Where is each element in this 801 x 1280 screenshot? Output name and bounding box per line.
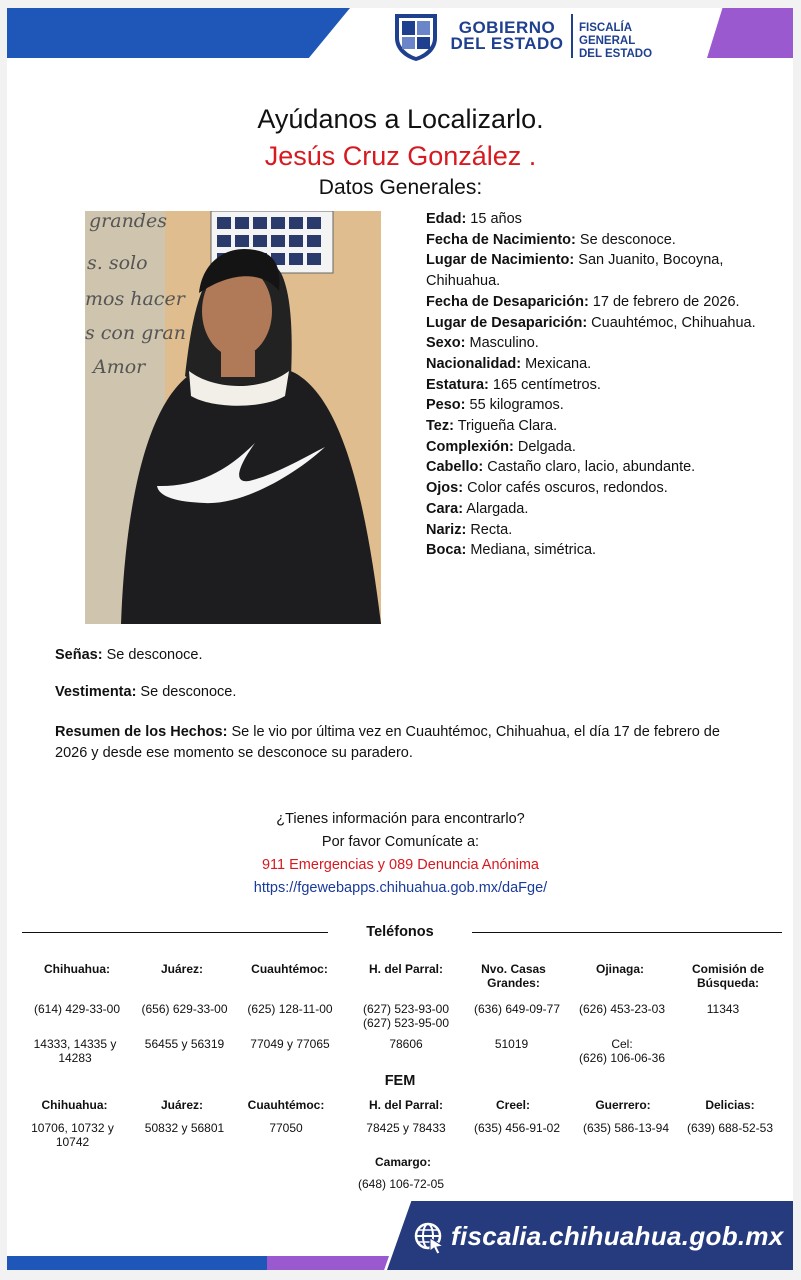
detail-label: Cabello: bbox=[426, 459, 484, 476]
detail-value: Color cafés oscuros, redondos. bbox=[463, 480, 668, 497]
detail-cabello bbox=[426, 457, 756, 478]
detail-label: Nariz: bbox=[426, 521, 467, 538]
details-list bbox=[426, 209, 756, 561]
detail-sexo bbox=[426, 333, 756, 354]
fem-city: Juárez: bbox=[160, 1098, 204, 1112]
photo-wall-text-4: s con gran bbox=[85, 322, 186, 344]
tel-city: Nvo. Casas Grandes: bbox=[481, 962, 546, 990]
fem-number: (639) 688-52-53 bbox=[686, 1121, 774, 1135]
vestimenta-label: Vestimenta: bbox=[55, 684, 137, 700]
detail-lugar-desaparicion bbox=[426, 313, 756, 334]
resumen bbox=[55, 722, 735, 763]
resumen-label: Resumen de los Hechos: bbox=[55, 724, 228, 740]
detail-label: Sexo: bbox=[426, 335, 466, 352]
detail-value: 55 kilogramos. bbox=[465, 397, 564, 414]
fem-city: Creel: bbox=[495, 1098, 530, 1112]
detail-tez bbox=[426, 416, 756, 437]
detail-estatura bbox=[426, 375, 756, 396]
tel-ext: 51019 bbox=[494, 1037, 529, 1051]
fem-number-camargo: (648) 106-72-05 bbox=[357, 1177, 445, 1191]
tel-ext: 56455 y 56319 bbox=[144, 1037, 225, 1051]
section-heading: Datos Generales: bbox=[318, 176, 483, 199]
detail-label: Boca: bbox=[426, 542, 467, 559]
fiscalia-line2: DEL ESTADO bbox=[579, 48, 653, 60]
detail-value: San Juanito, Bocoyna, Chihuahua. bbox=[426, 252, 724, 290]
detail-label: Ojos: bbox=[426, 480, 464, 497]
cta-emergency: 911 Emergencias y 089 Denuncia Anónima bbox=[261, 857, 539, 873]
detail-value: 165 centímetros. bbox=[488, 376, 601, 393]
cta-question: ¿Tienes información para encontrarlo? bbox=[276, 811, 525, 827]
government-name bbox=[447, 20, 567, 52]
logo-divider bbox=[571, 14, 573, 58]
detail-label: Lugar de Nacimiento: bbox=[426, 252, 575, 269]
gov-line2: DEL ESTADO bbox=[450, 34, 564, 53]
detail-cara bbox=[426, 499, 756, 520]
detail-label: Lugar de Desaparición: bbox=[426, 314, 588, 331]
detail-value: 17 de febrero de 2026. bbox=[588, 293, 740, 310]
detail-value: Masculino. bbox=[465, 335, 539, 352]
detail-label: Estatura: bbox=[426, 376, 489, 393]
fem-city: Chihuahua: bbox=[41, 1098, 108, 1112]
fem-city-camargo: Camargo: bbox=[374, 1155, 431, 1169]
tel-city: Comisión de Búsqueda: bbox=[691, 962, 764, 990]
detail-value: Castaño claro, lacio, abundante. bbox=[483, 459, 696, 476]
fem-number: 10706, 10732 y 10742 bbox=[31, 1121, 114, 1149]
tel-number: (636) 649-09-77 bbox=[473, 1002, 561, 1016]
cta-please: Por favor Comunícate a: bbox=[321, 834, 480, 850]
detail-value: Cuauhtémoc, Chihuahua. bbox=[587, 314, 756, 331]
state-shield-icon bbox=[393, 10, 439, 62]
detail-label: Peso: bbox=[426, 397, 466, 414]
gov-line1: GOBIERNO bbox=[458, 18, 556, 37]
tel-ext: 77049 y 77065 bbox=[250, 1037, 330, 1051]
tel-number: (625) 128-11-00 bbox=[247, 1002, 333, 1016]
tel-ext: 78606 bbox=[389, 1037, 423, 1051]
detail-nariz bbox=[426, 520, 756, 541]
detail-value: 15 años bbox=[466, 211, 522, 227]
photo-wall-text-2: s. solo bbox=[87, 252, 148, 274]
fem-number: (635) 586-13-94 bbox=[582, 1121, 670, 1135]
header-blue-band bbox=[7, 8, 350, 58]
fem-city: Guerrero: bbox=[595, 1098, 651, 1112]
tel-city: Ojinaga: bbox=[595, 962, 644, 976]
tel-ext: 14333, 14335 y 14283 bbox=[33, 1037, 117, 1065]
tel-city: H. del Parral: bbox=[368, 962, 444, 976]
tel-city: Juárez: bbox=[160, 962, 204, 976]
footer-purple-stripe bbox=[267, 1256, 389, 1270]
tel-number: (656) 629-33-00 bbox=[141, 1002, 228, 1016]
senas bbox=[55, 645, 755, 666]
detail-lugar-nacimiento bbox=[426, 250, 756, 291]
telefonos-title: Teléfonos bbox=[366, 924, 434, 940]
fem-number: 50832 y 56801 bbox=[144, 1121, 225, 1135]
detail-ojos bbox=[426, 478, 756, 499]
website-link[interactable]: fiscalia.chihuahua.gob.mx bbox=[451, 1221, 784, 1251]
fem-city: Cuauhtémoc: bbox=[247, 1098, 325, 1112]
detail-fecha-nacimiento bbox=[426, 230, 756, 251]
divider-right bbox=[472, 932, 782, 933]
fem-number: 77050 bbox=[269, 1121, 303, 1135]
footer-blue-stripe bbox=[7, 1256, 267, 1270]
fem-city: Delicias: bbox=[705, 1098, 755, 1112]
senas-label: Señas: bbox=[55, 647, 103, 663]
detail-value: Recta. bbox=[466, 521, 513, 538]
detail-fecha-desaparicion bbox=[426, 292, 756, 313]
fiscalia-line1: FISCALÍA GENERAL bbox=[579, 22, 636, 47]
globe-icon bbox=[413, 1221, 445, 1255]
fem-title: FEM bbox=[384, 1073, 416, 1089]
detail-label: Cara: bbox=[426, 500, 464, 517]
vestimenta-value: Se desconoce. bbox=[136, 684, 237, 700]
detail-nacionalidad bbox=[426, 354, 756, 375]
cta-url-link[interactable]: https://fgewebapps.chihuahua.gob.mx/daFge/ bbox=[253, 880, 548, 896]
government-logo bbox=[393, 8, 673, 64]
tel-number: (627) 523-93-00 (627) 523-95-00 bbox=[362, 1002, 450, 1030]
detail-peso bbox=[426, 395, 756, 416]
detail-label: Complexión: bbox=[426, 438, 514, 455]
detail-label: Nacionalidad: bbox=[426, 355, 522, 372]
detail-boca bbox=[426, 540, 756, 561]
fem-number: (635) 456-91-02 bbox=[473, 1121, 561, 1135]
detail-label: Fecha de Nacimiento: bbox=[426, 231, 576, 248]
tel-number: 11343 bbox=[706, 1002, 740, 1016]
missing-person-photo bbox=[85, 211, 381, 624]
tel-number: (614) 429-33-00 bbox=[33, 1002, 121, 1016]
tel-city: Cuauhtémoc: bbox=[251, 962, 328, 976]
detail-value: Alargada. bbox=[463, 500, 529, 517]
senas-value: Se desconoce. bbox=[102, 647, 203, 663]
detail-value: Delgada. bbox=[513, 438, 576, 455]
tel-city: Chihuahua: bbox=[44, 962, 110, 976]
fem-number: 78425 y 78433 bbox=[366, 1121, 446, 1135]
resumen-value: Se le vio por última vez en Cuauhtémoc, Chihuahua, el día 17 de febrero de 2026 y desde ese momento se desconoce su paradero. bbox=[55, 724, 720, 761]
detail-label: Edad: bbox=[426, 211, 467, 227]
detail-label: Fecha de Desaparición: bbox=[426, 293, 589, 310]
detail-edad bbox=[426, 209, 756, 230]
tel-number: (626) 453-23-03 bbox=[578, 1002, 666, 1016]
detail-value: Se desconoce. bbox=[575, 231, 676, 248]
detail-complexion bbox=[426, 437, 756, 458]
poster-title: Ayúdanos a Localizarlo. bbox=[257, 104, 544, 134]
photo-wall-text-3: mos hacer bbox=[85, 288, 185, 310]
divider-left bbox=[22, 932, 328, 933]
fiscalia-name bbox=[579, 22, 679, 61]
missing-person-name: Jesús Cruz González . bbox=[264, 141, 537, 171]
vestimenta bbox=[55, 682, 755, 703]
detail-label: Tez: bbox=[426, 418, 454, 435]
tel-ext: Cel: (626) 106-06-36 bbox=[578, 1037, 666, 1065]
detail-value: Trigueña Clara. bbox=[453, 418, 558, 435]
detail-value: Mediana, simétrica. bbox=[466, 542, 597, 559]
detail-value: Mexicana. bbox=[521, 355, 592, 372]
photo-wall-text-1: grandes bbox=[89, 211, 167, 232]
photo-wall-text-5: Amor bbox=[93, 356, 146, 378]
fem-city: H. del Parral: bbox=[368, 1098, 444, 1112]
